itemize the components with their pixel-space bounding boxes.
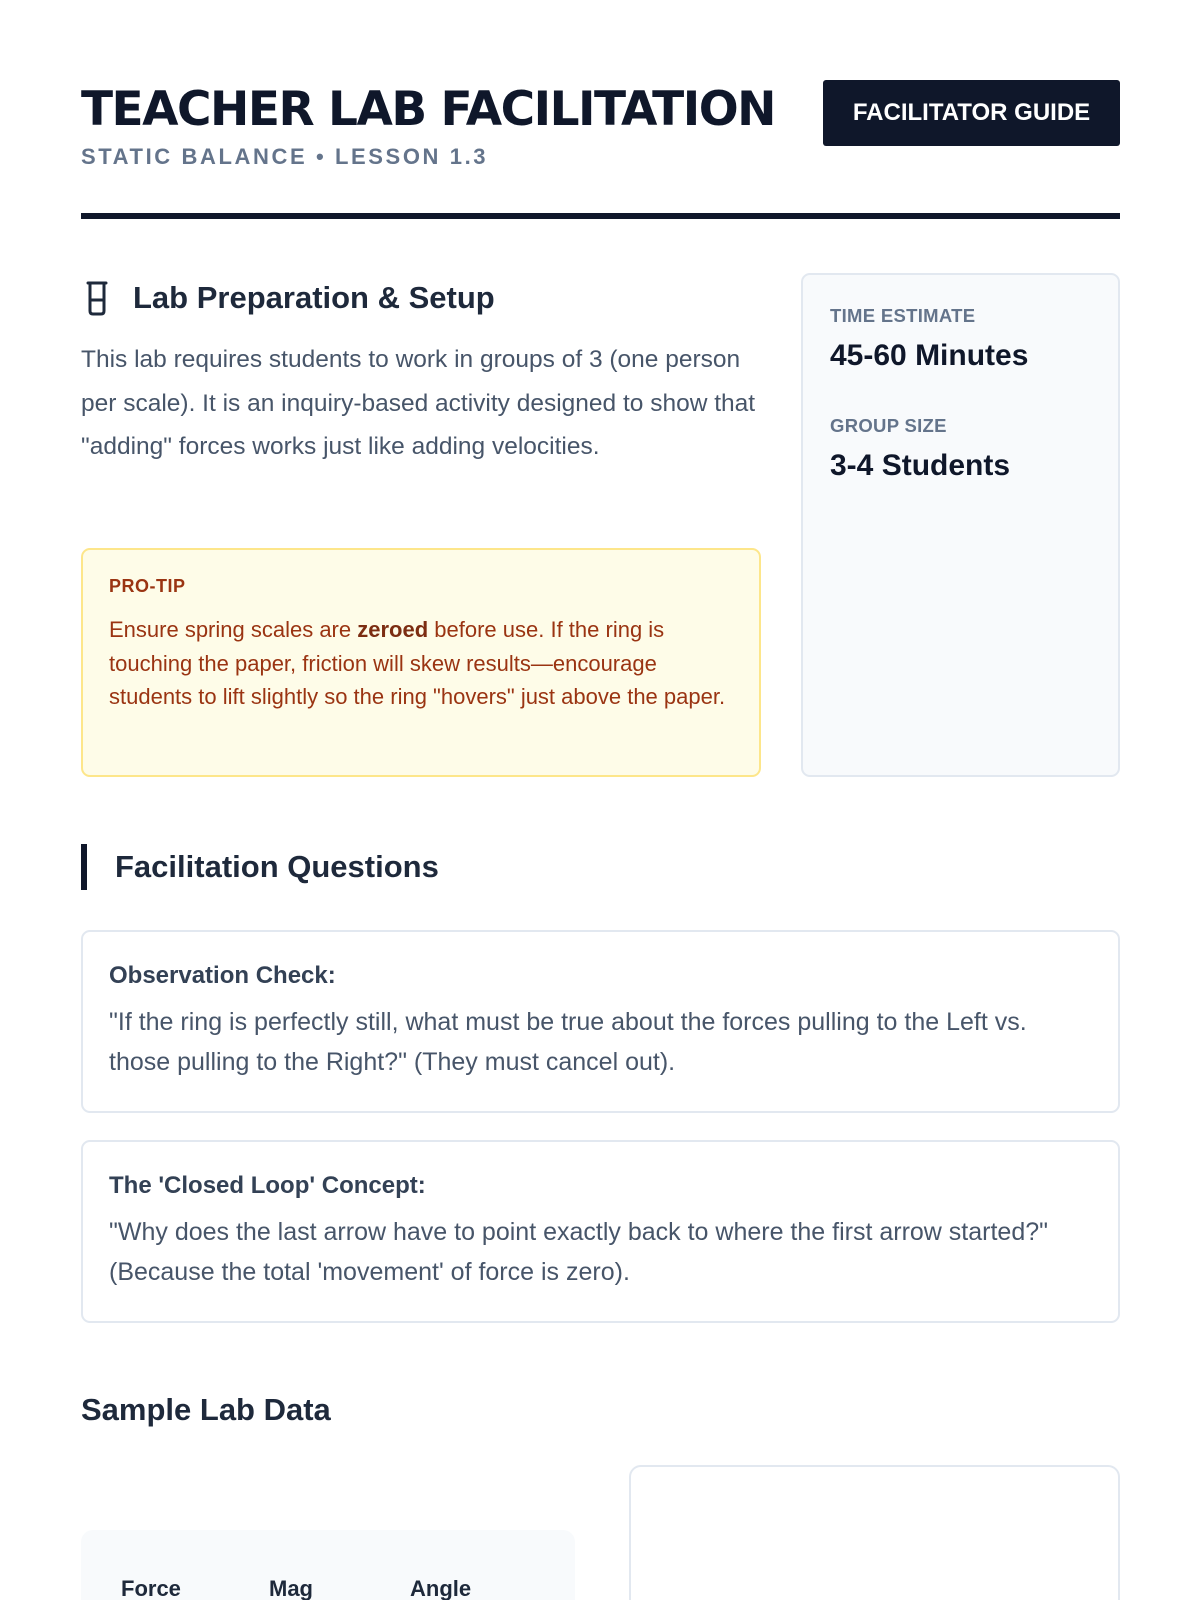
column-header-angle: Angle xyxy=(410,1576,472,1600)
question-text: "If the ring is perfectly still, what must be true about the forces pulling to the Left vs. those pulling to the Right?" (They must cancel out). xyxy=(109,1008,1027,1076)
pro-tip-text-start: Ensure spring scales are xyxy=(109,617,358,642)
time-estimate-value: 45-60 Minutes xyxy=(830,339,1029,372)
question-card-closed-loop xyxy=(81,1140,1120,1323)
sample-data-table-card xyxy=(81,1530,575,1600)
question-label: The 'Closed Loop' Concept: xyxy=(109,1172,426,1199)
sample-data-table xyxy=(121,1576,510,1600)
facilitation-page xyxy=(81,0,1120,1600)
lab-preparation-section xyxy=(81,270,761,469)
question-text: "Why does the last arrow have to point exactly back to where the first arrow started?" (Because the total 'movement' of force is zero). xyxy=(109,1218,1049,1286)
time-estimate-label: TIME ESTIMATE xyxy=(830,305,976,326)
question-label: Observation Check: xyxy=(109,962,336,989)
question-card-observation xyxy=(81,930,1120,1113)
page-subtitle: STATIC BALANCE • LESSON 1.3 xyxy=(81,144,489,169)
table-header-row xyxy=(121,1576,510,1600)
lab-stats-panel xyxy=(801,273,1120,777)
page-header xyxy=(81,78,1120,220)
facilitation-questions-heading xyxy=(81,844,439,890)
sample-data-visual-card xyxy=(629,1465,1120,1600)
header-divider xyxy=(81,213,1120,219)
facilitation-questions-title: Facilitation Questions xyxy=(115,849,439,884)
sample-data-title: Sample Lab Data xyxy=(81,1392,331,1427)
column-header-mag: Mag xyxy=(269,1576,313,1600)
beaker-icon xyxy=(81,278,113,318)
heading-accent-bar xyxy=(81,844,87,890)
group-size-value: 3-4 Students xyxy=(830,449,1011,482)
pro-tip-callout xyxy=(81,548,761,777)
pro-tip-text-end: before use. If the ring is touching the paper, friction will skew results—encourage students to lift slightly so the ring "hovers" just above the paper. xyxy=(109,617,726,709)
facilitator-guide-badge: FACILITATOR GUIDE xyxy=(823,80,1120,146)
lab-preparation-heading xyxy=(81,270,761,326)
page-title: TEACHER LAB FACILITATION xyxy=(81,82,776,137)
pro-tip-label: PRO-TIP xyxy=(109,576,186,596)
group-size-label: GROUP SIZE xyxy=(830,415,947,436)
pro-tip-emphasis: zeroed xyxy=(357,617,429,642)
column-header-force: Force xyxy=(121,1576,181,1600)
pro-tip-text xyxy=(109,613,733,714)
lab-preparation-description: This lab requires students to work in groups of 3 (one person per scale). It is an inquiry-based activity designed to show that "adding" forces works just like adding velocities. xyxy=(81,346,756,460)
lab-preparation-title: Lab Preparation & Setup xyxy=(133,280,495,315)
